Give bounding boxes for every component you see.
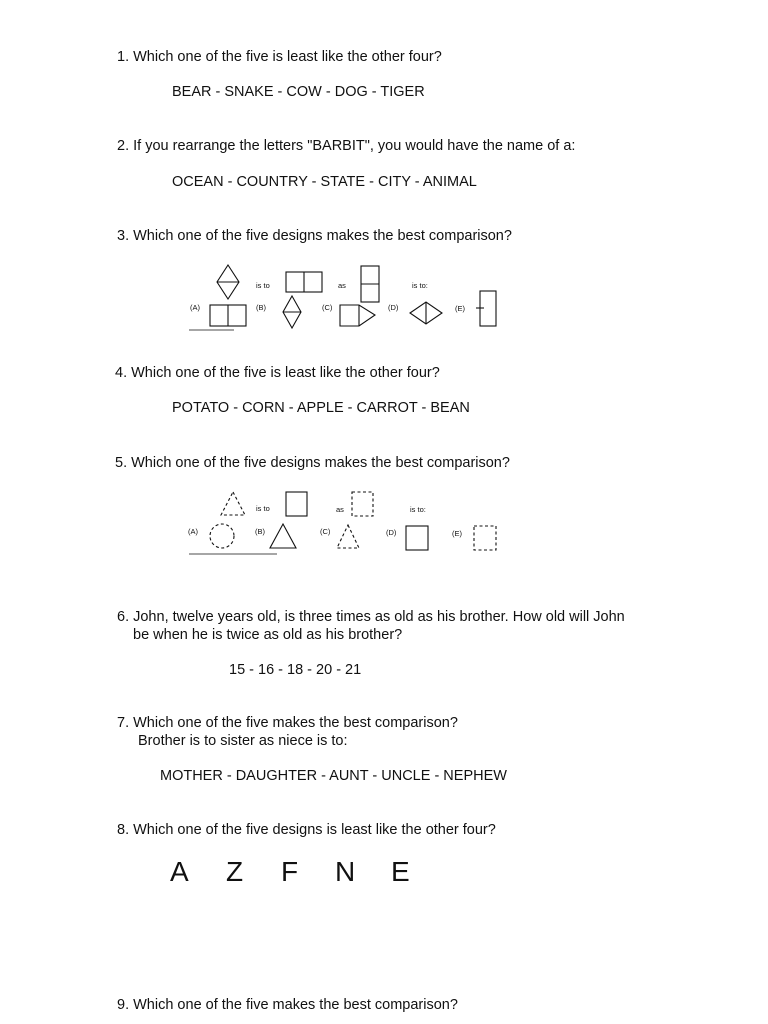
question-6-text: 6. John, twelve years old, is three times as old as his brother. How old will John bbox=[117, 609, 625, 625]
q8-letter-a: A bbox=[170, 856, 189, 887]
q5-as-label: as bbox=[336, 505, 344, 514]
q5-option-e-label: (E) bbox=[452, 529, 462, 538]
q5-option-b-label: (B) bbox=[255, 527, 265, 536]
q5-option-b-shape bbox=[270, 524, 296, 548]
q3-option-a-label: (A) bbox=[190, 303, 200, 312]
question-7-text: 7. Which one of the five makes the best comparison? bbox=[117, 715, 458, 731]
q5-option-a-shape bbox=[210, 524, 234, 548]
question-1-text: 1. Which one of the five is least like the other four? bbox=[117, 49, 442, 65]
question-7-continuation: Brother is to sister as niece is to: bbox=[138, 733, 348, 749]
q8-letter-n: N bbox=[335, 856, 356, 887]
q5-option-c-label: (C) bbox=[320, 527, 331, 536]
q3-is-to-label: is to bbox=[256, 281, 270, 290]
q8-letter-e: E bbox=[391, 856, 410, 887]
q3-is-to-2-label: is to: bbox=[412, 281, 428, 290]
question-9-text: 9. Which one of the five makes the best comparison? bbox=[117, 997, 458, 1013]
q5-option-d-label: (D) bbox=[386, 528, 397, 537]
q5-option-c-shape bbox=[337, 525, 359, 548]
question-4-answers: POTATO - CORN - APPLE - CARROT - BEAN bbox=[172, 400, 470, 416]
question-8-text: 8. Which one of the five designs is least like the other four? bbox=[117, 822, 496, 838]
q8-letter-f: F bbox=[281, 856, 299, 887]
question-3-text: 3. Which one of the five designs makes the best comparison? bbox=[117, 228, 512, 244]
q8-letter-z: Z bbox=[226, 856, 244, 887]
q5-is-to-2-label: is to: bbox=[410, 505, 426, 514]
q3-option-b-label: (B) bbox=[256, 303, 266, 312]
question-1-answers: BEAR - SNAKE - COW - DOG - TIGER bbox=[172, 84, 425, 100]
question-5-text: 5. Which one of the five designs makes the best comparison? bbox=[115, 455, 510, 471]
q5-option-e-shape bbox=[474, 526, 496, 550]
q5-dashed-triangle bbox=[221, 492, 245, 515]
question-6-answers: 15 - 16 - 18 - 20 - 21 bbox=[229, 662, 362, 678]
q5-dashed-square bbox=[352, 492, 373, 516]
q3-option-d-label: (D) bbox=[388, 303, 399, 312]
q3-as-label: as bbox=[338, 281, 346, 290]
question-4-text: 4. Which one of the five is least like the other four? bbox=[115, 365, 440, 381]
q5-solid-square bbox=[286, 492, 307, 516]
q5-option-a-label: (A) bbox=[188, 527, 198, 536]
question-2-answers: OCEAN - COUNTRY - STATE - CITY - ANIMAL bbox=[172, 174, 477, 190]
question-7-answers: MOTHER - DAUGHTER - AUNT - UNCLE - NEPHEW bbox=[160, 768, 507, 784]
q3-option-c-label: (C) bbox=[322, 303, 333, 312]
q3-option-e-label: (E) bbox=[455, 304, 465, 313]
question-2-text: 2. If you rearrange the letters "BARBIT", you would have the name of a: bbox=[117, 138, 576, 154]
question-6-continuation: be when he is twice as old as his brother? bbox=[133, 627, 403, 643]
q5-option-d-shape bbox=[406, 526, 428, 550]
q5-is-to-label: is to bbox=[256, 504, 270, 513]
